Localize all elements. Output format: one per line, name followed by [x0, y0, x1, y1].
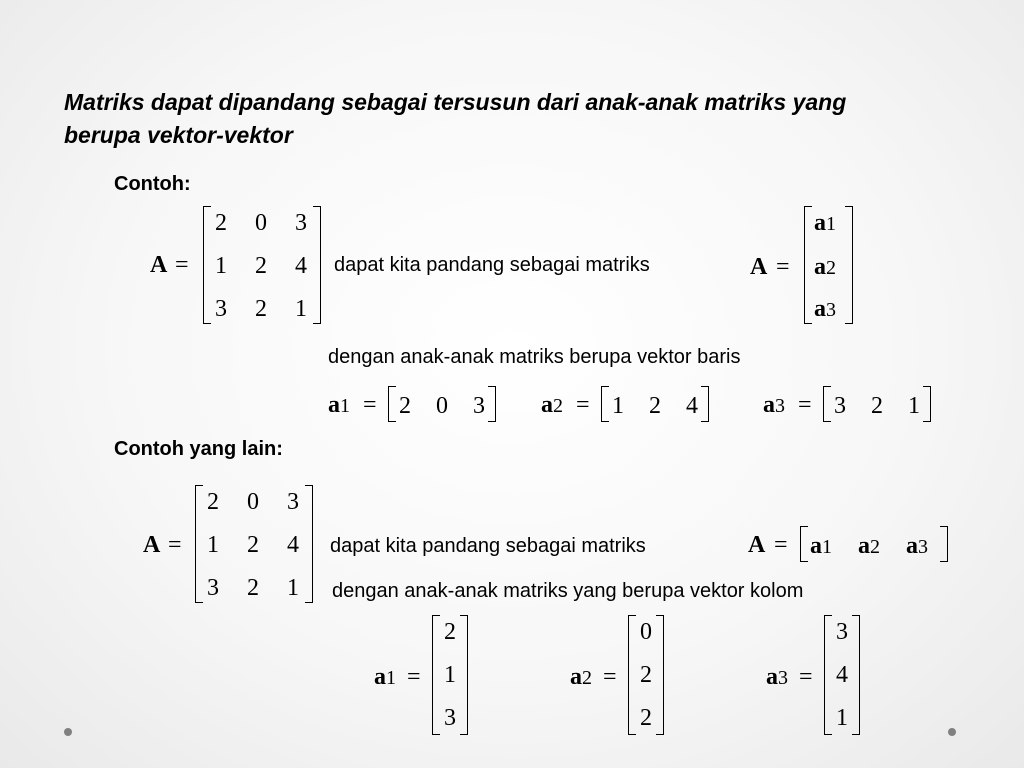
ex2-col-label-2: a2	[570, 664, 592, 690]
ex1-rhs-right-bracket	[845, 206, 853, 324]
ex2-rhs-equals: =	[774, 532, 788, 558]
ex1-cell-r3-c3: 1	[295, 296, 307, 322]
ex2-col2-value-1: 0	[640, 619, 652, 645]
ex1-row2-value-2: 2	[649, 393, 661, 419]
ex1-row1-value-3: 3	[473, 393, 485, 419]
ex1-row-label-3: a3	[763, 392, 785, 418]
ex1-row-equals-1: =	[363, 392, 377, 418]
ex2-cell-r2-c2: 2	[247, 532, 259, 558]
ex1-row1-value-2: 0	[436, 393, 448, 419]
ex2-col-equals-3: =	[799, 664, 813, 690]
ex1-matrix-name: A	[150, 252, 168, 278]
ex2-cell-r2-c1: 1	[207, 532, 219, 558]
ex2-col2-value-2: 2	[640, 662, 652, 688]
ex1-rhs-equals: =	[776, 254, 790, 280]
ex2-col1-value-3: 3	[444, 705, 456, 731]
ex2-view-text: dapat kita pandang sebagai matriks	[330, 535, 646, 557]
ex2-rhs-right-bracket	[940, 526, 948, 562]
ex1-cell-r1-c3: 3	[295, 210, 307, 236]
ex2-col-vector-3: a3	[906, 533, 928, 559]
ex1-submatrix-text: dengan anak-anak matriks berupa vektor baris	[328, 346, 741, 368]
ex2-cell-r1-c3: 3	[287, 489, 299, 515]
ex2-equals: =	[168, 532, 182, 558]
slide-heading: Matriks dapat dipandang sebagai tersusun dari anak-anak matriks yang berupa vektor-vektor	[64, 89, 847, 148]
ex2-col3-value-1: 3	[836, 619, 848, 645]
ex1-row1-value-1: 2	[399, 393, 411, 419]
ex1-row3-value-3: 1	[908, 393, 920, 419]
ex2-rhs-matrix-name: A	[748, 532, 766, 558]
ex1-equals: =	[175, 252, 189, 278]
ex2-col-label-3: a3	[766, 664, 788, 690]
ex1-row2-value-1: 1	[612, 393, 624, 419]
ex2-col3-value-2: 4	[836, 662, 848, 688]
ex2-cell-r2-c3: 4	[287, 532, 299, 558]
ex2-matrix-name: A	[143, 532, 161, 558]
ex1-row3-value-1: 3	[834, 393, 846, 419]
example2-label: Contoh yang lain:	[114, 438, 283, 460]
ex2-col1-value-2: 1	[444, 662, 456, 688]
ex1-row2-value-3: 4	[686, 393, 698, 419]
ex1-rhs-matrix-name: A	[750, 254, 768, 280]
ex2-cell-r1-c2: 0	[247, 489, 259, 515]
ex1-cell-r3-c2: 2	[255, 296, 267, 322]
example1-label: Contoh:	[114, 173, 191, 195]
decor-dot-left	[64, 728, 72, 736]
ex1-cell-r1-c2: 0	[255, 210, 267, 236]
ex2-col-label-1: a1	[374, 664, 396, 690]
ex2-cell-r3-c1: 3	[207, 575, 219, 601]
ex1-cell-r2-c3: 4	[295, 253, 307, 279]
ex2-col-equals-1: =	[407, 664, 421, 690]
ex1-row-vector-2: a2	[814, 254, 836, 280]
ex1-row-label-1: a1	[328, 392, 350, 418]
decor-dot-right	[948, 728, 956, 736]
ex1-row-equals-3: =	[798, 392, 812, 418]
ex2-col-vector-2: a2	[858, 533, 880, 559]
ex2-col1-value-1: 2	[444, 619, 456, 645]
ex2-col-equals-2: =	[603, 664, 617, 690]
ex2-col3-value-3: 1	[836, 705, 848, 731]
ex2-cell-r1-c1: 2	[207, 489, 219, 515]
ex2-cell-r3-c2: 2	[247, 575, 259, 601]
ex1-row-equals-2: =	[576, 392, 590, 418]
ex2-cell-r3-c3: 1	[287, 575, 299, 601]
ex1-cell-r1-c1: 2	[215, 210, 227, 236]
ex1-row-label-2: a2	[541, 392, 563, 418]
ex1-cell-r2-c2: 2	[255, 253, 267, 279]
ex1-row-vector-1: a1	[814, 210, 836, 236]
ex2-rhs-left-bracket	[800, 526, 808, 562]
ex1-row3-value-2: 2	[871, 393, 883, 419]
ex2-col2-value-3: 2	[640, 705, 652, 731]
ex2-submatrix-text: dengan anak-anak matriks yang berupa vektor kolom	[332, 580, 804, 602]
ex1-view-text: dapat kita pandang sebagai matriks	[334, 254, 650, 276]
ex1-row-vector-3: a3	[814, 296, 836, 322]
ex2-col-vector-1: a1	[810, 533, 832, 559]
ex1-cell-r3-c1: 3	[215, 296, 227, 322]
ex1-rhs-left-bracket	[804, 206, 812, 324]
ex1-cell-r2-c1: 1	[215, 253, 227, 279]
